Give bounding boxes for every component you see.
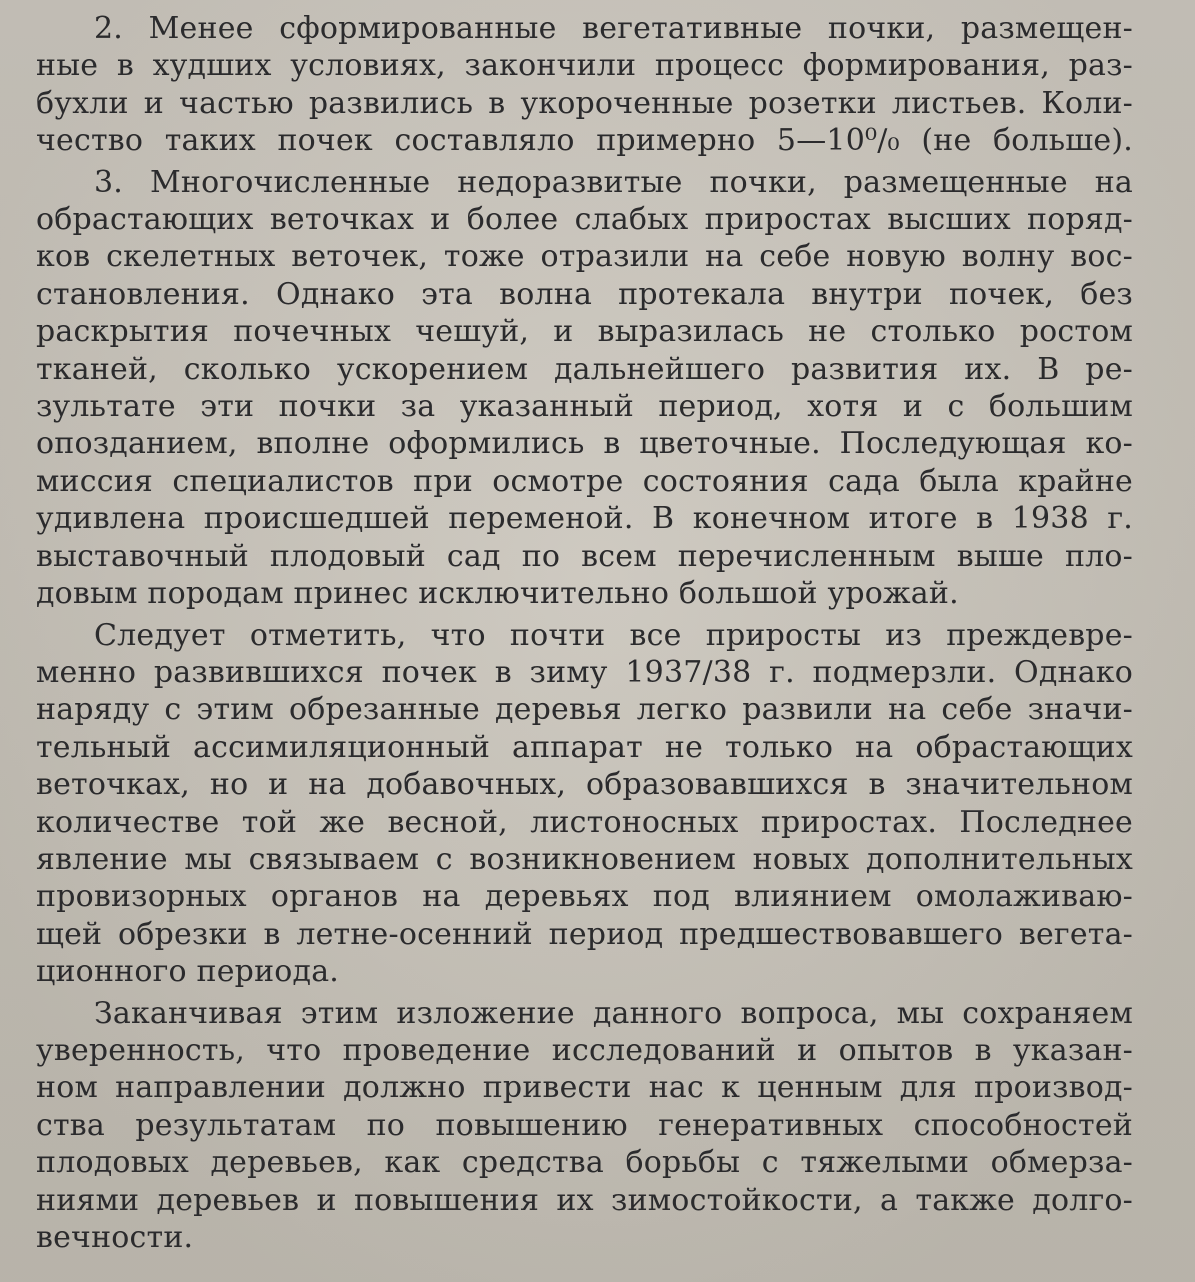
paragraph-2 <box>36 164 1133 613</box>
text-line: бухли и частью развились в укороченные розетки листьев. Коли- <box>36 85 1133 121</box>
text-line: зультате эти почки за указанный период, хотя и с большим <box>36 389 1133 425</box>
text-line: 2. Менее сформированные вегетативные почки, размещен- <box>94 11 1133 46</box>
text-line: ков скелетных веточек, тоже отразили на себе новую волну вос- <box>36 239 1133 275</box>
text-line: довым породам принес исключительно большой урожай. <box>36 576 959 612</box>
paragraph-4 <box>36 995 1133 1257</box>
text-line: опозданием, вполне оформились в цветочные. Последующая ко- <box>36 426 1133 462</box>
text-line: веточках, но и на добавочных, образовавшихся в значительном <box>36 767 1133 803</box>
text-line: ниями деревьев и повышения их зимостойкости, а также долго- <box>36 1182 1133 1218</box>
text-line: ные в худших условиях, закончили процесс формирования, раз- <box>36 48 1133 84</box>
text-line: щей обрезки в летне-осенний период предшествовавшего вегета- <box>36 916 1133 952</box>
text-line: Заканчивая этим изложение данного вопроса, мы сохраняем <box>94 995 1133 1031</box>
text-line: уверенность, что проведение исследований и опытов в указан- <box>36 1032 1133 1068</box>
text-line: плодовых деревьев, как средства борьбы с тяжелыми обмерза- <box>36 1145 1133 1181</box>
text-line: чество таких почек составляло примерно 5—10⁰/₀ (не больше). <box>36 123 1133 159</box>
paragraph-1 <box>36 10 1133 160</box>
text-line: ном направлении должно привести нас к ценным для производ- <box>36 1070 1133 1106</box>
text-line: ства результатам по повышению генеративных способностей <box>36 1107 1133 1143</box>
text-line: обрастающих веточках и более слабых приростах высших поряд- <box>36 202 1133 238</box>
text-line: менно развившихся почек в зиму 1937/38 г. подмерзли. Однако <box>36 654 1133 690</box>
text-line: выставочный плодовый сад по всем перечисленным выше пло- <box>36 538 1133 574</box>
text-line: вечности. <box>36 1220 194 1255</box>
text-line: раскрытия почечных чешуй, и выразилась не столько ростом <box>36 314 1133 350</box>
text-line: удивлена происшедшей переменой. В конечном итоге в 1938 г. <box>36 501 1133 537</box>
text-line: миссия специалистов при осмотре состояния сада была крайне <box>36 463 1133 499</box>
text-line: ционного периода. <box>36 954 340 990</box>
text-line: становления. Однако эта волна протекала внутри почек, без <box>36 276 1133 312</box>
text-line: тельный ассимиляционный аппарат не только на обрастающих <box>36 729 1133 765</box>
text-line: Следует отметить, что почти все приросты из преждевре- <box>94 617 1133 653</box>
text-line: тканей, сколько ускорением дальнейшего развития их. В ре- <box>36 351 1133 387</box>
body-text <box>36 10 1133 1256</box>
text-line: явление мы связываем с возникновением новых дополнительных <box>36 841 1133 877</box>
text-line: количестве той же весной, листоносных приростах. Последнее <box>36 804 1133 840</box>
paragraph-3 <box>36 617 1133 991</box>
text-line: провизорных органов на деревьях под влиянием омолаживаю- <box>36 879 1133 915</box>
text-line: наряду с этим обрезанные деревья легко развили на себе значи- <box>36 692 1133 728</box>
text-line: 3. Многочисленные недоразвитые почки, размещенные на <box>94 164 1133 200</box>
